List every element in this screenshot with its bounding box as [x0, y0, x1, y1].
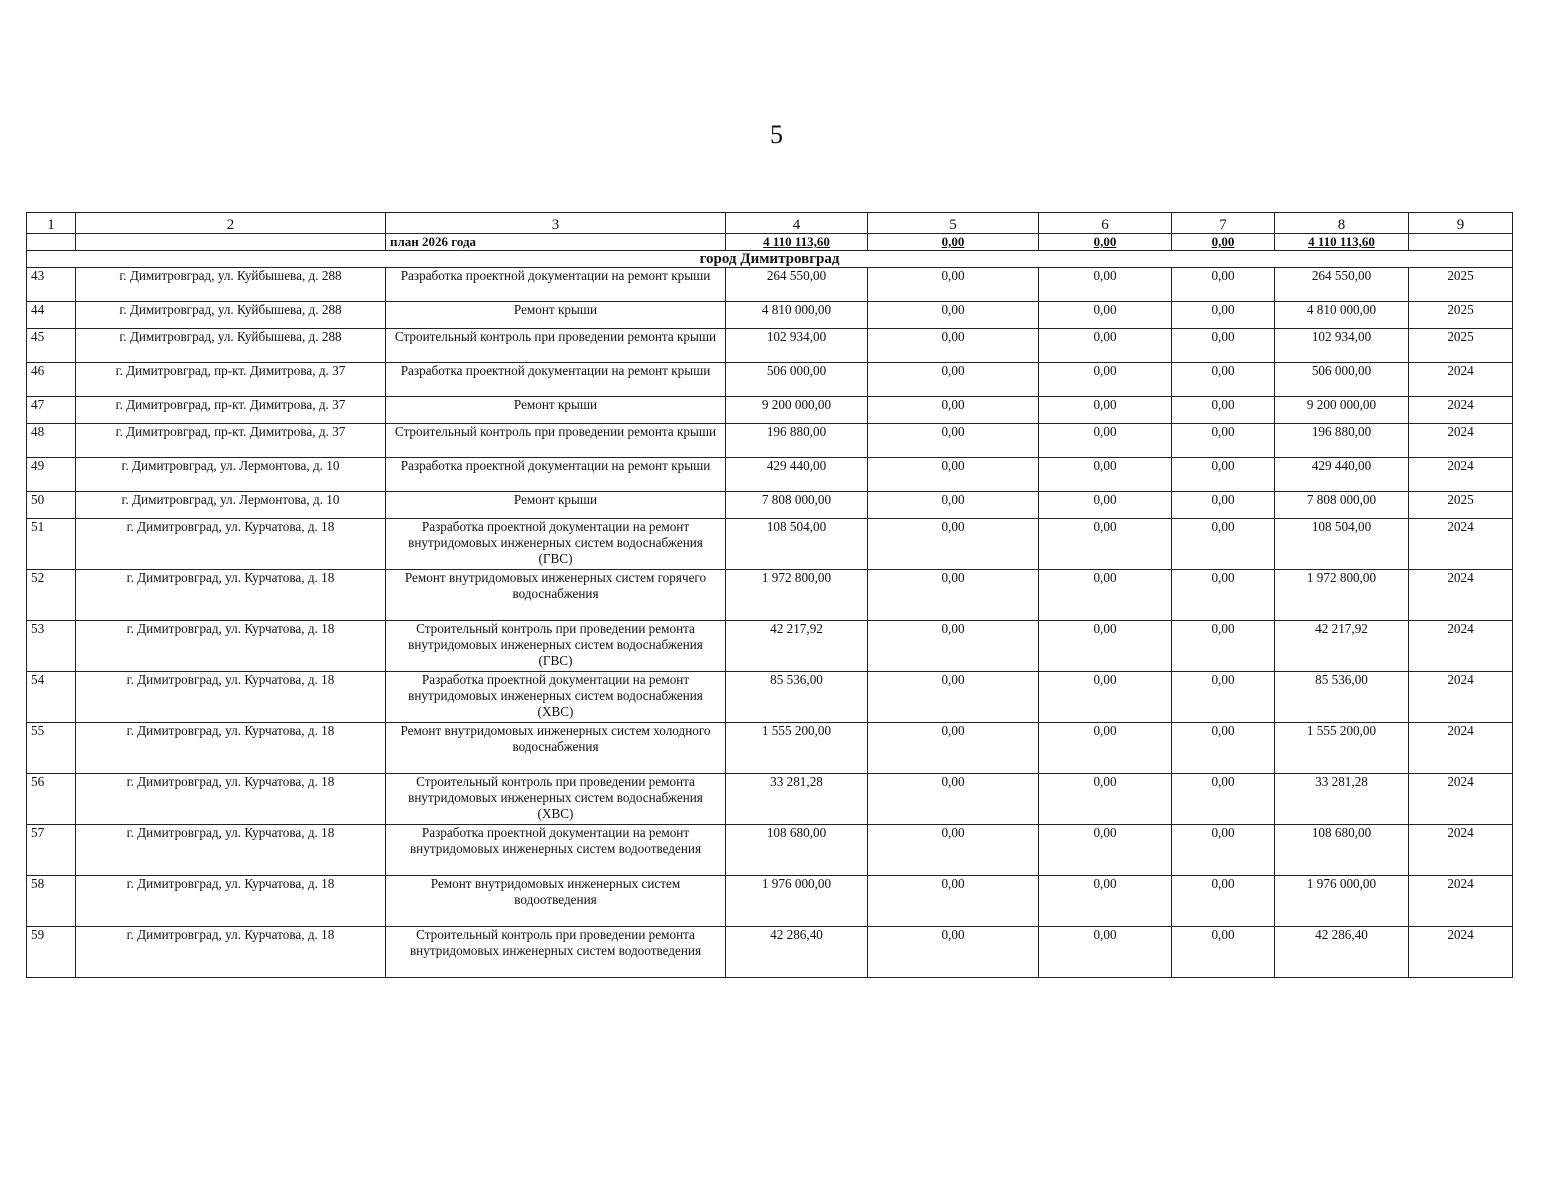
- row-number: 47: [27, 397, 76, 424]
- address-cell: г. Димитровград, ул. Курчатова, д. 18: [76, 876, 386, 927]
- cost-col6: 0,00: [1039, 774, 1172, 825]
- col-header-2: 2: [76, 213, 386, 234]
- cost-col7: 0,00: [1172, 825, 1275, 876]
- work-type-cell: Разработка проектной документации на ремонт крыши: [386, 363, 726, 397]
- year-cell: 2025: [1409, 492, 1513, 519]
- plan-empty-cell: [1409, 234, 1513, 251]
- repair-plan-table: [26, 212, 1513, 978]
- column-number-row: [27, 213, 1513, 234]
- year-cell: 2025: [1409, 302, 1513, 329]
- col-header-6: 6: [1039, 213, 1172, 234]
- cost-col5: 0,00: [868, 723, 1039, 774]
- cost-col7: 0,00: [1172, 397, 1275, 424]
- address-cell: г. Димитровград, пр-кт. Димитрова, д. 37: [76, 424, 386, 458]
- row-number: 57: [27, 825, 76, 876]
- table-row: [27, 774, 1513, 825]
- row-number: 54: [27, 672, 76, 723]
- cost-col5: 0,00: [868, 621, 1039, 672]
- year-cell: 2024: [1409, 825, 1513, 876]
- cost-col8: 102 934,00: [1275, 329, 1409, 363]
- table-row: [27, 672, 1513, 723]
- cost-col6: 0,00: [1039, 927, 1172, 978]
- row-number: 49: [27, 458, 76, 492]
- cost-col7: 0,00: [1172, 723, 1275, 774]
- address-cell: г. Димитровград, ул. Курчатова, д. 18: [76, 774, 386, 825]
- year-cell: 2025: [1409, 268, 1513, 302]
- table-row: [27, 723, 1513, 774]
- cost-col4: 1 555 200,00: [726, 723, 868, 774]
- cost-col7: 0,00: [1172, 672, 1275, 723]
- address-cell: г. Димитровград, ул. Курчатова, д. 18: [76, 672, 386, 723]
- work-type-cell: Строительный контроль при проведении ремонта внутридомовых инженерных систем водоснабжения (ХВС): [386, 774, 726, 825]
- row-number: 58: [27, 876, 76, 927]
- plan-empty-cell: [27, 234, 76, 251]
- row-number: 52: [27, 570, 76, 621]
- cost-col6: 0,00: [1039, 424, 1172, 458]
- cost-col5: 0,00: [868, 927, 1039, 978]
- address-cell: г. Димитровград, ул. Курчатова, д. 18: [76, 570, 386, 621]
- row-number: 46: [27, 363, 76, 397]
- row-number: 55: [27, 723, 76, 774]
- cost-col5: 0,00: [868, 672, 1039, 723]
- cost-col7: 0,00: [1172, 876, 1275, 927]
- row-number: 48: [27, 424, 76, 458]
- col-header-5: 5: [868, 213, 1039, 234]
- cost-col8: 196 880,00: [1275, 424, 1409, 458]
- row-number: 53: [27, 621, 76, 672]
- table-body: [27, 213, 1513, 978]
- work-type-cell: Ремонт внутридомовых инженерных систем водоотведения: [386, 876, 726, 927]
- cost-col8: 85 536,00: [1275, 672, 1409, 723]
- cost-col8: 42 217,92: [1275, 621, 1409, 672]
- work-type-cell: Ремонт внутридомовых инженерных систем горячего водоснабжения: [386, 570, 726, 621]
- year-cell: 2024: [1409, 876, 1513, 927]
- plan-col8: 4 110 113,60: [1275, 234, 1409, 251]
- cost-col4: 42 286,40: [726, 927, 868, 978]
- cost-col8: 9 200 000,00: [1275, 397, 1409, 424]
- cost-col6: 0,00: [1039, 397, 1172, 424]
- year-cell: 2024: [1409, 774, 1513, 825]
- table-row: [27, 363, 1513, 397]
- plan-col6: 0,00: [1039, 234, 1172, 251]
- work-type-cell: Ремонт крыши: [386, 492, 726, 519]
- table-row: [27, 570, 1513, 621]
- page-number: 5: [770, 120, 783, 149]
- cost-col5: 0,00: [868, 519, 1039, 570]
- cost-col7: 0,00: [1172, 492, 1275, 519]
- cost-col6: 0,00: [1039, 302, 1172, 329]
- cost-col6: 0,00: [1039, 723, 1172, 774]
- cost-col6: 0,00: [1039, 458, 1172, 492]
- col-header-8: 8: [1275, 213, 1409, 234]
- cost-col4: 196 880,00: [726, 424, 868, 458]
- work-type-cell: Строительный контроль при проведении ремонта крыши: [386, 424, 726, 458]
- cost-col5: 0,00: [868, 397, 1039, 424]
- year-cell: 2024: [1409, 570, 1513, 621]
- work-type-cell: Разработка проектной документации на ремонт крыши: [386, 268, 726, 302]
- address-cell: г. Димитровград, ул. Куйбышева, д. 288: [76, 329, 386, 363]
- table-row: [27, 397, 1513, 424]
- work-type-cell: Ремонт крыши: [386, 302, 726, 329]
- cost-col5: 0,00: [868, 424, 1039, 458]
- cost-col8: 108 680,00: [1275, 825, 1409, 876]
- cost-col7: 0,00: [1172, 424, 1275, 458]
- table-row: [27, 268, 1513, 302]
- work-type-cell: Ремонт внутридомовых инженерных систем холодного водоснабжения: [386, 723, 726, 774]
- year-cell: 2024: [1409, 672, 1513, 723]
- address-cell: г. Димитровград, ул. Курчатова, д. 18: [76, 723, 386, 774]
- cost-col7: 0,00: [1172, 927, 1275, 978]
- cost-col7: 0,00: [1172, 363, 1275, 397]
- cost-col5: 0,00: [868, 570, 1039, 621]
- cost-col6: 0,00: [1039, 268, 1172, 302]
- plan-col7: 0,00: [1172, 234, 1275, 251]
- table-row: [27, 458, 1513, 492]
- col-header-1: 1: [27, 213, 76, 234]
- cost-col4: 506 000,00: [726, 363, 868, 397]
- cost-col6: 0,00: [1039, 570, 1172, 621]
- cost-col5: 0,00: [868, 458, 1039, 492]
- work-type-cell: Разработка проектной документации на ремонт крыши: [386, 458, 726, 492]
- work-type-cell: Разработка проектной документации на ремонт внутридомовых инженерных систем водоотведения: [386, 825, 726, 876]
- col-header-9: 9: [1409, 213, 1513, 234]
- address-cell: г. Димитровград, ул. Курчатова, д. 18: [76, 621, 386, 672]
- cost-col4: 9 200 000,00: [726, 397, 868, 424]
- cost-col6: 0,00: [1039, 329, 1172, 363]
- table-row: [27, 424, 1513, 458]
- cost-col5: 0,00: [868, 268, 1039, 302]
- table-row: [27, 825, 1513, 876]
- year-cell: 2024: [1409, 723, 1513, 774]
- cost-col5: 0,00: [868, 876, 1039, 927]
- plan-col5: 0,00: [868, 234, 1039, 251]
- cost-col4: 429 440,00: [726, 458, 868, 492]
- address-cell: г. Димитровград, ул. Курчатова, д. 18: [76, 927, 386, 978]
- cost-col8: 429 440,00: [1275, 458, 1409, 492]
- cost-col8: 264 550,00: [1275, 268, 1409, 302]
- cost-col8: 506 000,00: [1275, 363, 1409, 397]
- plan-total-row: [27, 234, 1513, 251]
- cost-col4: 42 217,92: [726, 621, 868, 672]
- cost-col7: 0,00: [1172, 268, 1275, 302]
- city-section-row: [27, 251, 1513, 268]
- cost-col6: 0,00: [1039, 621, 1172, 672]
- cost-col5: 0,00: [868, 492, 1039, 519]
- col-header-7: 7: [1172, 213, 1275, 234]
- row-number: 50: [27, 492, 76, 519]
- plan-label: план 2026 года: [386, 234, 726, 251]
- cost-col6: 0,00: [1039, 363, 1172, 397]
- cost-col7: 0,00: [1172, 519, 1275, 570]
- address-cell: г. Димитровград, ул. Курчатова, д. 18: [76, 825, 386, 876]
- cost-col8: 7 808 000,00: [1275, 492, 1409, 519]
- cost-col4: 33 281,28: [726, 774, 868, 825]
- table-row: [27, 519, 1513, 570]
- cost-col8: 1 555 200,00: [1275, 723, 1409, 774]
- cost-col8: 33 281,28: [1275, 774, 1409, 825]
- cost-col6: 0,00: [1039, 519, 1172, 570]
- cost-col7: 0,00: [1172, 302, 1275, 329]
- cost-col4: 1 976 000,00: [726, 876, 868, 927]
- cost-col4: 4 810 000,00: [726, 302, 868, 329]
- cost-col4: 85 536,00: [726, 672, 868, 723]
- row-number: 56: [27, 774, 76, 825]
- row-number: 45: [27, 329, 76, 363]
- table-row: [27, 876, 1513, 927]
- year-cell: 2024: [1409, 927, 1513, 978]
- cost-col8: 1 976 000,00: [1275, 876, 1409, 927]
- cost-col6: 0,00: [1039, 492, 1172, 519]
- address-cell: г. Димитровград, ул. Курчатова, д. 18: [76, 519, 386, 570]
- cost-col5: 0,00: [868, 825, 1039, 876]
- cost-col7: 0,00: [1172, 774, 1275, 825]
- work-type-cell: Разработка проектной документации на ремонт внутридомовых инженерных систем водоснабжения (ХВС): [386, 672, 726, 723]
- cost-col5: 0,00: [868, 302, 1039, 329]
- cost-col4: 7 808 000,00: [726, 492, 868, 519]
- work-type-cell: Строительный контроль при проведении ремонта внутридомовых инженерных систем водоснабжения (ГВС): [386, 621, 726, 672]
- cost-col7: 0,00: [1172, 458, 1275, 492]
- address-cell: г. Димитровград, ул. Куйбышева, д. 288: [76, 268, 386, 302]
- table-row: [27, 302, 1513, 329]
- table-row: [27, 621, 1513, 672]
- col-header-3: 3: [386, 213, 726, 234]
- address-cell: г. Димитровград, ул. Куйбышева, д. 288: [76, 302, 386, 329]
- row-number: 44: [27, 302, 76, 329]
- cost-col7: 0,00: [1172, 621, 1275, 672]
- work-type-cell: Строительный контроль при проведении ремонта внутридомовых инженерных систем водоотведения: [386, 927, 726, 978]
- cost-col8: 4 810 000,00: [1275, 302, 1409, 329]
- year-cell: 2024: [1409, 424, 1513, 458]
- work-type-cell: Строительный контроль при проведении ремонта крыши: [386, 329, 726, 363]
- work-type-cell: Разработка проектной документации на ремонт внутридомовых инженерных систем водоснабжения (ГВС): [386, 519, 726, 570]
- cost-col6: 0,00: [1039, 825, 1172, 876]
- cost-col4: 1 972 800,00: [726, 570, 868, 621]
- row-number: 43: [27, 268, 76, 302]
- table-row: [27, 492, 1513, 519]
- work-type-cell: Ремонт крыши: [386, 397, 726, 424]
- address-cell: г. Димитровград, ул. Лермонтова, д. 10: [76, 492, 386, 519]
- cost-col4: 108 680,00: [726, 825, 868, 876]
- year-cell: 2024: [1409, 397, 1513, 424]
- table-row: [27, 927, 1513, 978]
- cost-col8: 1 972 800,00: [1275, 570, 1409, 621]
- plan-empty-cell: [76, 234, 386, 251]
- row-number: 59: [27, 927, 76, 978]
- cost-col4: 102 934,00: [726, 329, 868, 363]
- table-row: [27, 329, 1513, 363]
- cost-col7: 0,00: [1172, 329, 1275, 363]
- cost-col6: 0,00: [1039, 876, 1172, 927]
- cost-col8: 42 286,40: [1275, 927, 1409, 978]
- row-number: 51: [27, 519, 76, 570]
- year-cell: 2024: [1409, 621, 1513, 672]
- col-header-4: 4: [726, 213, 868, 234]
- year-cell: 2024: [1409, 519, 1513, 570]
- cost-col5: 0,00: [868, 329, 1039, 363]
- cost-col6: 0,00: [1039, 672, 1172, 723]
- year-cell: 2025: [1409, 329, 1513, 363]
- year-cell: 2024: [1409, 363, 1513, 397]
- address-cell: г. Димитровград, пр-кт. Димитрова, д. 37: [76, 363, 386, 397]
- address-cell: г. Димитровград, пр-кт. Димитрова, д. 37: [76, 397, 386, 424]
- city-heading: город Димитровград: [27, 251, 1513, 268]
- cost-col5: 0,00: [868, 363, 1039, 397]
- cost-col8: 108 504,00: [1275, 519, 1409, 570]
- cost-col4: 264 550,00: [726, 268, 868, 302]
- address-cell: г. Димитровград, ул. Лермонтова, д. 10: [76, 458, 386, 492]
- cost-col5: 0,00: [868, 774, 1039, 825]
- year-cell: 2024: [1409, 458, 1513, 492]
- cost-col4: 108 504,00: [726, 519, 868, 570]
- plan-col4: 4 110 113,60: [726, 234, 868, 251]
- cost-col7: 0,00: [1172, 570, 1275, 621]
